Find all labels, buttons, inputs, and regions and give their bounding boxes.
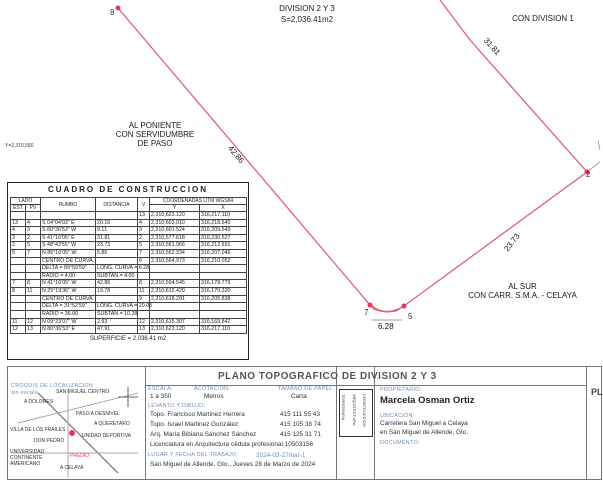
neighbor-east-label: CON DIVISION 1 (512, 14, 574, 23)
cell-pv: 13 (26, 326, 41, 334)
cell-rumbo (41, 212, 96, 220)
header-pv: PV (26, 205, 41, 212)
escala-label: ESCALA: (148, 386, 173, 392)
papel-value: Carta (291, 393, 307, 400)
cell-est (11, 257, 26, 265)
table-row (11, 234, 247, 242)
header-est: EST (11, 205, 26, 212)
cell-est: 7 (11, 280, 26, 288)
cell-x: 316,217.110 (200, 326, 247, 334)
cell-x: 316,218.540 (200, 219, 247, 227)
vertex-5-label: 5 (408, 312, 413, 321)
table-row (11, 326, 247, 334)
cell-v: 3 (138, 227, 150, 235)
propietario-value: Marcela Osman Ortiz (380, 395, 475, 406)
cell-y: 2,310,612.420 (150, 288, 200, 296)
cell-x (200, 310, 247, 318)
cell-y: 2,310,618.291 (150, 295, 200, 303)
vertex-2-label: 2 (586, 170, 591, 179)
cell-dist (96, 295, 138, 303)
cell-y: 2,310,615.307 (150, 318, 200, 326)
cell-dist: SUBTAN.= 10.28 (97, 310, 138, 317)
cell-dist: LONG. CURVA = 6.28 (97, 265, 150, 272)
papel-label: TAMAÑO DE PAPEL (278, 386, 333, 392)
neighbor-south-label: AL SUR CON CARR. S.M.A. - CELAYA (468, 282, 577, 301)
header-distancia: DISTANCIA (96, 198, 138, 212)
table-row (11, 310, 247, 318)
cell-v: 7 (138, 250, 150, 258)
north-arrow-icon (118, 387, 138, 407)
licence-text: Licenciatura en Arquitectura cédula profesional 10503156 (150, 441, 314, 448)
cell-dist: SUBTAN.= 4.00 (96, 272, 138, 280)
cell-rumbo: CENTRO DE CURVA (41, 257, 96, 265)
cell-v: 8 (138, 280, 150, 288)
cell-rumbo: S 80°36'53" W (41, 227, 96, 235)
cell-est (11, 295, 26, 303)
place-a-dolores: A DOLORES (24, 399, 53, 405)
cell-v: 12 (138, 318, 150, 326)
table-row (11, 288, 247, 296)
place-san-miguel-centro: SAN MIGUEL CENTRO (56, 389, 110, 395)
predio-marker (69, 430, 75, 436)
cell-x: 316,169.842 (200, 318, 247, 326)
cell-y: 2,310,594.545 (150, 280, 200, 288)
construction-table-body (11, 212, 247, 334)
superficie-total: SUPERFICIE = 2,036.41 m2 (89, 335, 167, 342)
cell-dist (96, 257, 138, 265)
place-villa-frailes: VILLA DE LOS FRAILES (10, 427, 66, 433)
table-row (11, 219, 247, 227)
cell-y (150, 272, 200, 280)
cell-pv: 8 (26, 280, 41, 288)
person-2-name: Topo. Israel Martinez González (150, 421, 239, 428)
dim-23-73: 23.73 (502, 231, 522, 254)
cell-v: 13 (138, 326, 150, 334)
y-coordinate-label: Y=2,310,580 (5, 143, 34, 149)
ubicacion-line-1: Carretera San Miguel a Celaya (380, 420, 468, 427)
cell-dist: 19.78 (96, 288, 138, 296)
cell-rumbo: CENTRO DE CURVA (41, 295, 96, 303)
cell-rumbo: N 41°16'05" W (41, 280, 96, 288)
cell-pv (26, 212, 41, 220)
cell-x: 316,209.549 (200, 227, 247, 235)
cell-x: 316,205.838 (200, 295, 247, 303)
cell-rumbo: N 86°16'05" W (41, 250, 96, 258)
lugar-value: San Miguel de Allende, Gto., Jueves 28 de Marzo de 2024 (150, 461, 316, 468)
place-paso-desnivel: PASO A DESNIVEL (76, 411, 120, 417)
table-row (11, 242, 247, 250)
table-row (11, 250, 247, 258)
cell-x: 316,178.779 (200, 280, 247, 288)
cell-rumbo: DELTA = 31°52'59" (41, 303, 96, 311)
header-v: V (138, 198, 150, 212)
title-block (7, 366, 602, 480)
croquis-title: CROQUIS DE LOCALIZACION (11, 383, 94, 389)
cell-y (150, 265, 200, 273)
cell-pv (26, 257, 41, 265)
ubicacion-label: UBICACIÓN: (380, 413, 415, 419)
cell-rumbo: S 48°43'55" W (41, 242, 96, 250)
construction-table-title: CUADRO DE CONSTRUCCION (48, 185, 208, 194)
curve-arc (370, 304, 404, 312)
cell-v: 13 (138, 212, 150, 220)
table-row (11, 257, 247, 265)
cell-est: 13 (11, 219, 26, 227)
vertex-7-label: 7 (364, 308, 369, 317)
cell-est (11, 303, 26, 311)
cell-x: 316,230.527 (200, 234, 247, 242)
place-predio: PREDIO (70, 453, 90, 459)
person-1-name: Topo. Francisco Martinez Herrera (150, 411, 245, 418)
cell-y: 2,310,562.334 (150, 250, 200, 258)
cell-y: 2,310,603.010 (150, 219, 200, 227)
cell-est (11, 272, 26, 280)
dim-6-28: 6.28 (378, 322, 394, 331)
cell-dist: LONG. CURVA = 20.03 (97, 303, 153, 310)
place-a-celaya: A CELAYA (60, 465, 84, 471)
header-rumbo: RUMBO (41, 198, 96, 212)
cell-v: 6 (138, 257, 150, 265)
cell-est (11, 310, 26, 318)
vertex-7-mark (368, 303, 373, 308)
cell-dist: 47.91 (96, 326, 138, 334)
place-unidad-deportiva: UNIDAD DEPORTIVA (82, 433, 131, 439)
table-row (11, 212, 247, 220)
cell-est: 12 (11, 326, 26, 334)
table-row (11, 272, 247, 280)
company-stamp: TOPOGRAFIA ARQUITECTURA CONSTRUCCION (339, 389, 373, 437)
header-x: X (200, 205, 247, 212)
cell-v: 11 (138, 288, 150, 296)
cell-rumbo: RADIO = 36.00 (41, 310, 96, 318)
cell-x: 316,212.691 (200, 242, 247, 250)
cell-est (11, 212, 26, 220)
cell-x: 316,207.046 (200, 250, 247, 258)
neighbor-line-east (598, 140, 600, 150)
cell-rumbo: DELTA = 89°59'59" (41, 265, 96, 273)
cell-est: 2 (11, 242, 26, 250)
cell-pv (26, 310, 41, 318)
cell-dist: 31.81 (96, 234, 138, 242)
cell-x (200, 272, 247, 280)
cell-dist: 9.11 (96, 227, 138, 235)
job-code: 2024-03-27mar-1 (256, 452, 306, 459)
cell-rumbo: N 25°19'36" W (41, 288, 96, 296)
cell-v: 4 (138, 219, 150, 227)
cell-pv: 2 (26, 234, 41, 242)
cell-y: 2,310,577.618 (150, 234, 200, 242)
table-row (11, 265, 247, 273)
person-2-phone: 415 105 38 74 (280, 421, 321, 428)
cell-rumbo: S 41°16'05" E (41, 234, 96, 242)
cell-v: 2 (138, 234, 150, 242)
cell-v (138, 310, 150, 318)
place-don-pedro: DON PEDRO (34, 438, 65, 444)
escala-value: 1 a 350 (150, 393, 172, 400)
cell-y: 2,310,561.966 (150, 242, 200, 250)
levanto-label: LEVANTO Y DIBUJO: (148, 403, 206, 409)
neighbor-west-label: AL PONIENTE CON SERVIDUMBRE DE PASO (115, 121, 195, 149)
cell-rumbo: RADIO = 4.00 (41, 272, 96, 280)
cell-pv: 12 (26, 318, 41, 326)
cell-v (138, 272, 150, 280)
cell-rumbo: N 09°23'07" W (41, 318, 96, 326)
construction-grid (10, 197, 247, 334)
cell-dist: 23.73 (96, 242, 138, 250)
table-row (11, 295, 247, 303)
dim-42-86: 42.86 (226, 143, 246, 166)
cell-y: 2,310,623.120 (150, 326, 200, 334)
cell-x: 316,210.052 (200, 257, 247, 265)
cell-est (11, 265, 26, 273)
cell-est: 4 (11, 227, 26, 235)
cell-y: 2,310,601.524 (150, 227, 200, 235)
cell-est: 11 (11, 318, 26, 326)
cell-v: 5 (138, 242, 150, 250)
cell-dist (96, 212, 138, 220)
croquis-subtitle: sin escala (11, 390, 38, 396)
table-row (11, 227, 247, 235)
place-universidad: UNIVERSIDAD CONTINENTE AMERICANO (10, 449, 45, 467)
cell-dist: 20.16 (96, 219, 138, 227)
cell-dist: 2.93 (96, 318, 138, 326)
plan-number-corner: PL (591, 387, 603, 397)
cell-y (150, 303, 200, 311)
cell-v: 9 (138, 295, 150, 303)
vertex-5-mark (402, 304, 407, 309)
vertex-8-label: 8 (110, 8, 115, 17)
plan-title: PLANO TOPOGRAFICO DE DIVISION 2 Y 3 (218, 371, 437, 382)
cell-pv: 11 (26, 288, 41, 296)
cell-pv (26, 295, 41, 303)
header-lado: LADO (11, 198, 41, 205)
cell-y: 2,310,564.973 (150, 257, 200, 265)
person-3-name: Arq. María Bibiana Sánchez Sánchez (150, 431, 257, 438)
table-row (11, 303, 247, 311)
cell-rumbo: S 04°04'03" E (41, 219, 96, 227)
cell-pv (26, 265, 41, 273)
cell-pv (26, 303, 41, 311)
cell-x: 316,170.320 (200, 288, 247, 296)
cell-est: 3 (11, 234, 26, 242)
propietario-label: PROPIETARIO: (380, 387, 422, 393)
cell-x (200, 303, 247, 311)
cell-est: 8 (11, 288, 26, 296)
person-3-phone: 415 125 31 71 (280, 431, 321, 438)
cell-pv (26, 272, 41, 280)
table-row (11, 280, 247, 288)
cell-x: 316,217.110 (200, 212, 247, 220)
table-row (11, 318, 247, 326)
header-coordenadas: COORDENADAS UTM WGS84 (150, 198, 247, 205)
cell-rumbo: N 80°36'53" E (41, 326, 96, 334)
place-a-queretaro: A QUERETARO (94, 421, 130, 427)
header-y: Y (150, 205, 200, 212)
construction-table (7, 182, 249, 360)
cell-x (200, 265, 247, 273)
cell-y: 2,310,623.120 (150, 212, 200, 220)
surface-label: S=2,036.41m2 (280, 15, 334, 24)
ubicacion-line-2: en San Miguel de Allende, Gto. (380, 429, 469, 436)
cell-pv: 7 (26, 250, 41, 258)
cell-dist: 5.86 (96, 250, 138, 258)
cell-est: 5 (11, 250, 26, 258)
vertex-8-mark (116, 6, 121, 11)
dim-31-81: 31.81 (481, 36, 503, 57)
cell-pv: 5 (26, 242, 41, 250)
acotacion-label: ACOTACION: (194, 386, 231, 392)
acotacion-value: Metros (204, 393, 224, 400)
cell-y (150, 310, 200, 318)
documento-label: DOCUMENTO: (380, 440, 420, 446)
cell-pv: 4 (26, 219, 41, 227)
division-title: DIVISION 2 Y 3 (279, 4, 335, 13)
cell-pv: 3 (26, 227, 41, 235)
lugar-label: LUGAR Y FECHA DEL TRABAJO: (148, 452, 239, 458)
person-1-phone: 415 111 55 43 (280, 411, 320, 418)
cell-dist: 42.86 (96, 280, 138, 288)
